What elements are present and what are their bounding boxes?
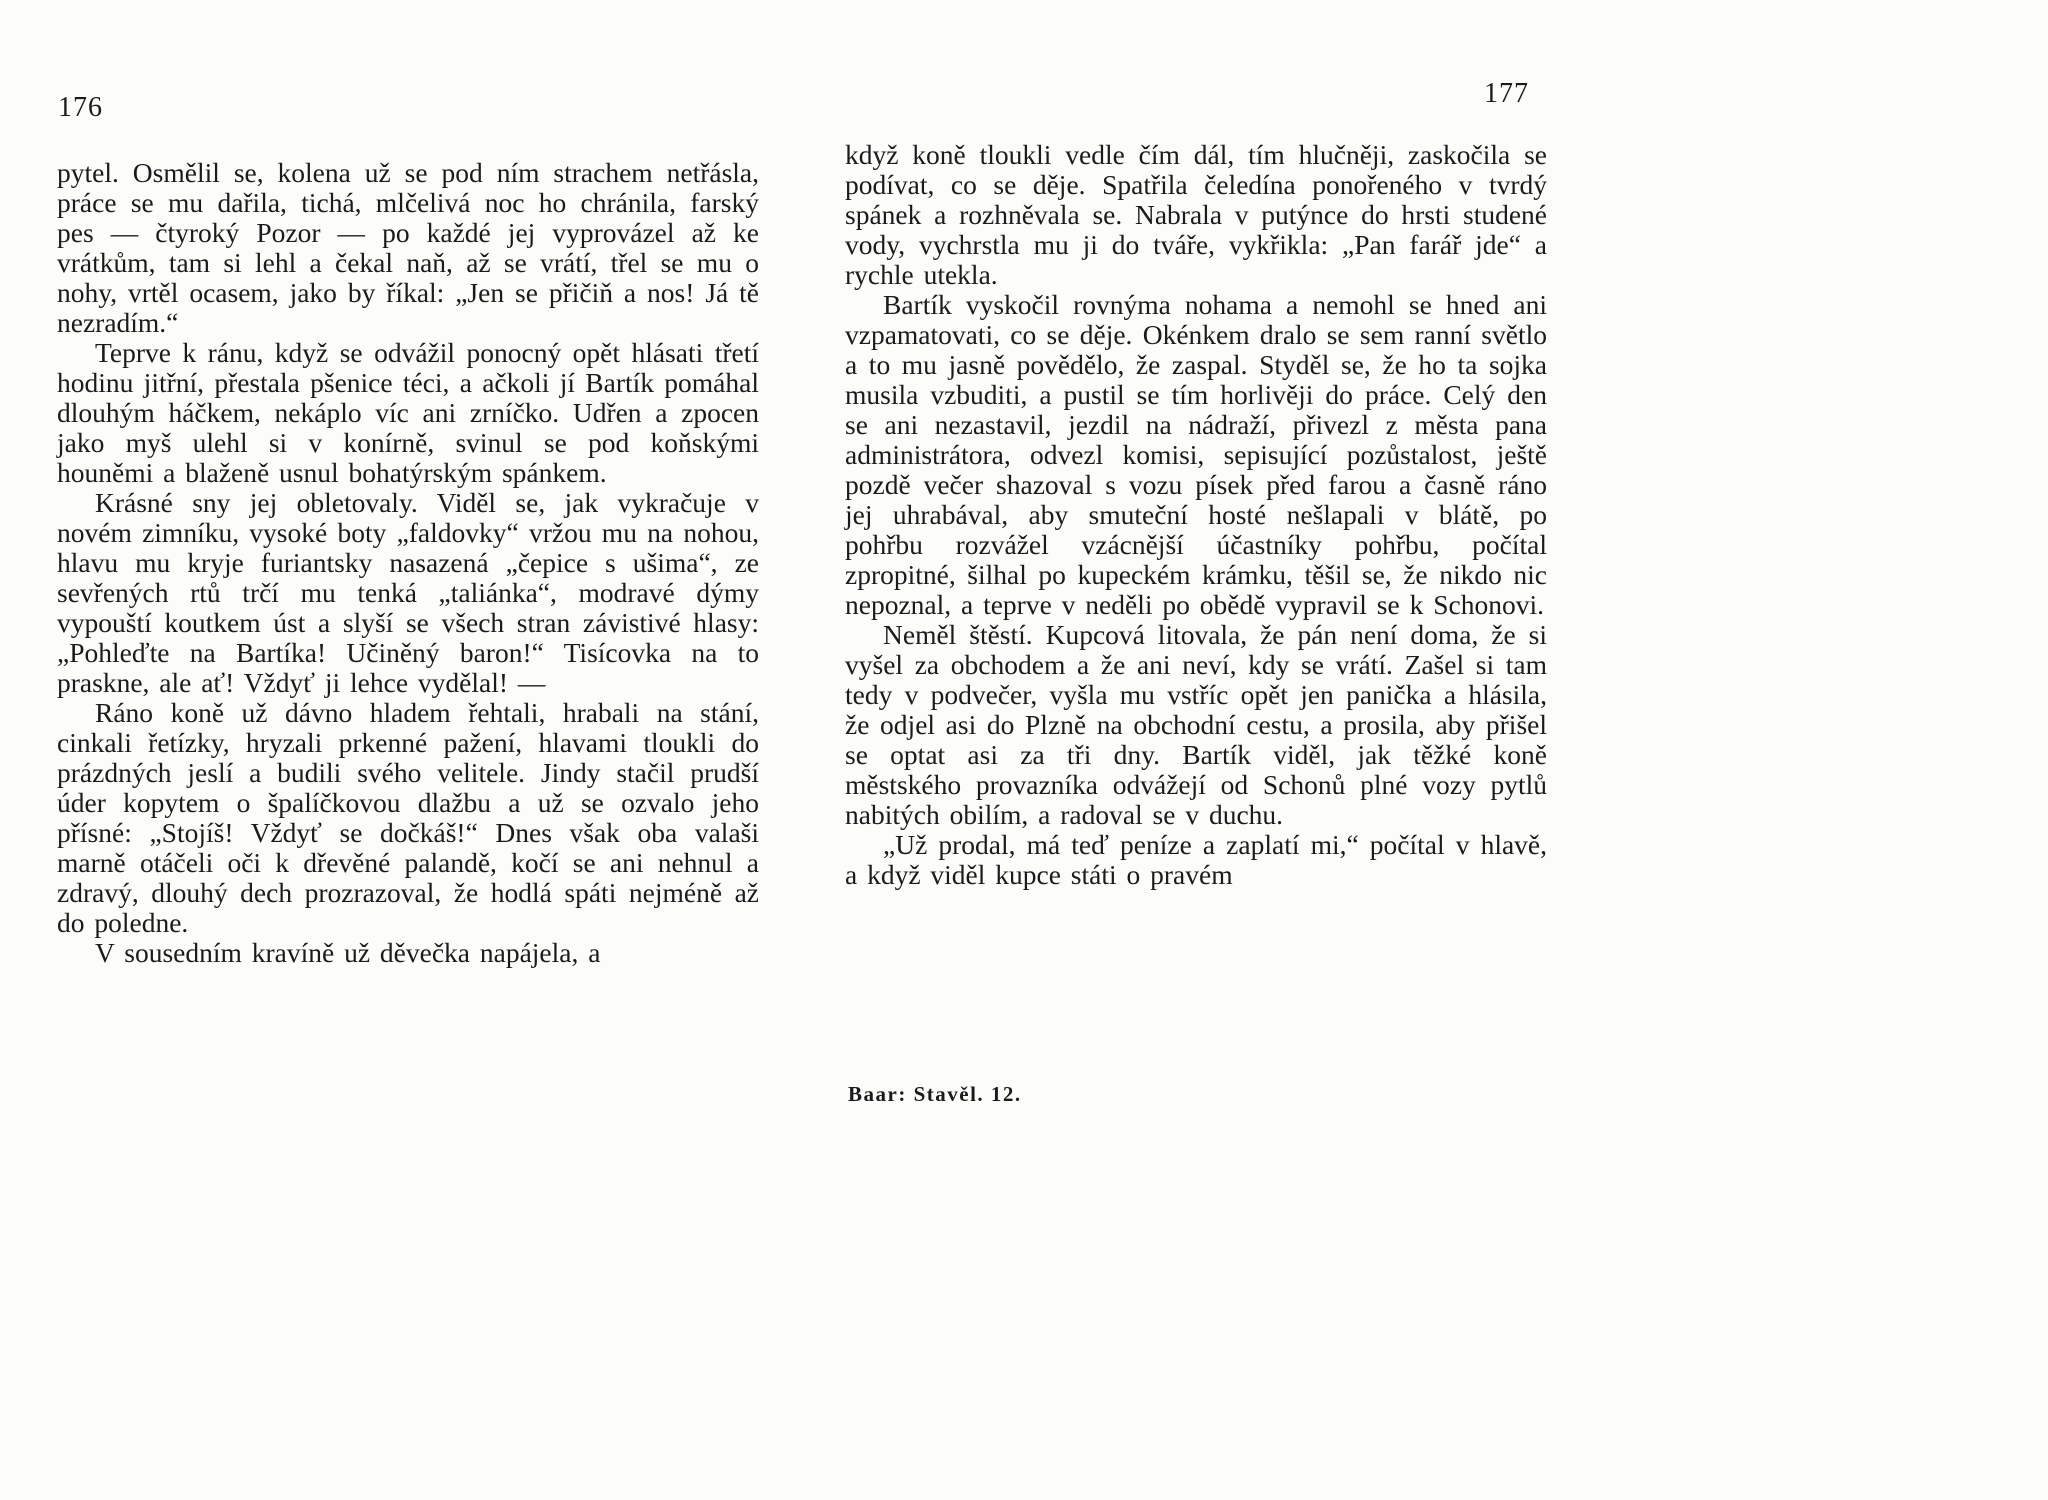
printer-signature-mark: Baar: Stavěl. 12. <box>848 1082 1022 1106</box>
right-page-text-column <box>845 140 1547 890</box>
page-number-right: 177 <box>1484 78 1529 109</box>
paragraph: Teprve k ránu, když se odvážil ponocný opět hlásati třetí hodinu jitřní, přestala pšenice téci, a ačkoli jí Bartík pomáhal dlouhým háčkem, nekáplo víc ani zrníčko. Udřen a zpocen jako myš ulehl si v konírně, svinul se pod koňskými houněmi a blaženě usnul bohatýrským spánkem. <box>57 337 759 488</box>
paragraph: Neměl štěstí. Kupcová litovala, že pán není doma, že si vyšel za obchodem a že ani neví, kdy se vrátí. Zašel si tam tedy v podvečer, vyšla mu vstříc opět jen panička a hlásila, že odjel asi do Plzně na obchodní cestu, a prosila, aby přišel se optat asi za tři dny. Bartík viděl, jak těžké koně městského provazníka odvážejí od Schonů plné vozy pytlů nabitých obilím, a radoval se v duchu. <box>845 619 1547 830</box>
paragraph: když koně tloukli vedle čím dál, tím hlučněji, zaskočila se podívat, co se děje. Spatřila čeledína ponořeného v tvrdý spánek a rozhněvala se. Nabrala v putýnce do hrsti studené vody, vychrstla mu ji do tváře, vykřikla: „Pan farář jde“ a rychle utekla. <box>845 139 1547 290</box>
paragraph: V sousedním kravíně už děvečka napájela, a <box>95 937 601 968</box>
left-page-text-column <box>57 158 759 968</box>
paragraph: Bartík vyskočil rovnýma nohama a nemohl se hned ani vzpamatovati, co se děje. Okénkem dralo se sem ranní světlo a to mu jasně povědělo, že zaspal. Styděl se, že ho ta sojka musila vzbuditi, a pustil se tím horlivěji do práce. Celý den se ani nezastavil, jezdil na nádraží, přivezl z města pana administrátora, odvezl komisi, sepisující pozůstalost, ještě pozdě večer shazoval s vozu písek před farou a časně ráno jej uhrabával, aby smuteční hosté nešlapali v blátě, po pohřbu rozvážel vzácnější účastníky pohřbu, počítal zpropitné, šilhal po kupeckém krámku, těšil se, že nikdo nic nepoznal, a teprve v neděli po obědě vypravil se k Schonovi. <box>845 289 1547 620</box>
page-number-left: 176 <box>58 92 103 123</box>
paragraph: Ráno koně už dávno hladem řehtali, hrabali na stání, cinkali řetízky, hryzali prkenné pažení, hlavami tloukli do prázdných jeslí a budili svého velitele. Jindy stačil prudší úder kopytem o špalíčkovou dlažbu a už se ozvalo jeho přísné: „Stojíš! Vždyť se dočkáš!“ Dnes však oba valaši marně otáčeli oči k dřevěné palandě, kočí se ani nehnul a zdravý, dlouhý dech prozrazoval, že hodlá spáti nejméně až do poledne. <box>57 697 759 938</box>
paragraph: pytel. Osmělil se, kolena už se pod ním strachem netřásla, práce se mu dařila, tichá, mlčelivá noc ho chránila, farský pes — čtyroký Pozor — po každé jej vyprovázel až ke vrátkům, tam si lehl a čekal naň, až se vrátí, třel se mu o nohy, vrtěl ocasem, jako by říkal: „Jen se přičiň a nos! Já tě nezradím.“ <box>57 157 759 338</box>
paragraph: „Už prodal, má teď peníze a zaplatí mi,“ počítal v hlavě, a když viděl kupce státi o pravém <box>845 829 1547 890</box>
paragraph: Krásné sny jej obletovaly. Viděl se, jak vykračuje v novém zimníku, vysoké boty „faldovky“ vržou mu na nohou, hlavu mu kryje furiantsky nasazená „čepice s ušima“, ze sevřených rtů trčí mu tenká „taliánka“, modravé dýmy vypouští koutkem úst a slyší se všech stran závistivé hlasy: „Pohleďte na Bartíka! Učiněný baron!“ Tisícovka na to praskne, ale ať! Vždyť ji lehce vydělal! — <box>57 487 759 698</box>
